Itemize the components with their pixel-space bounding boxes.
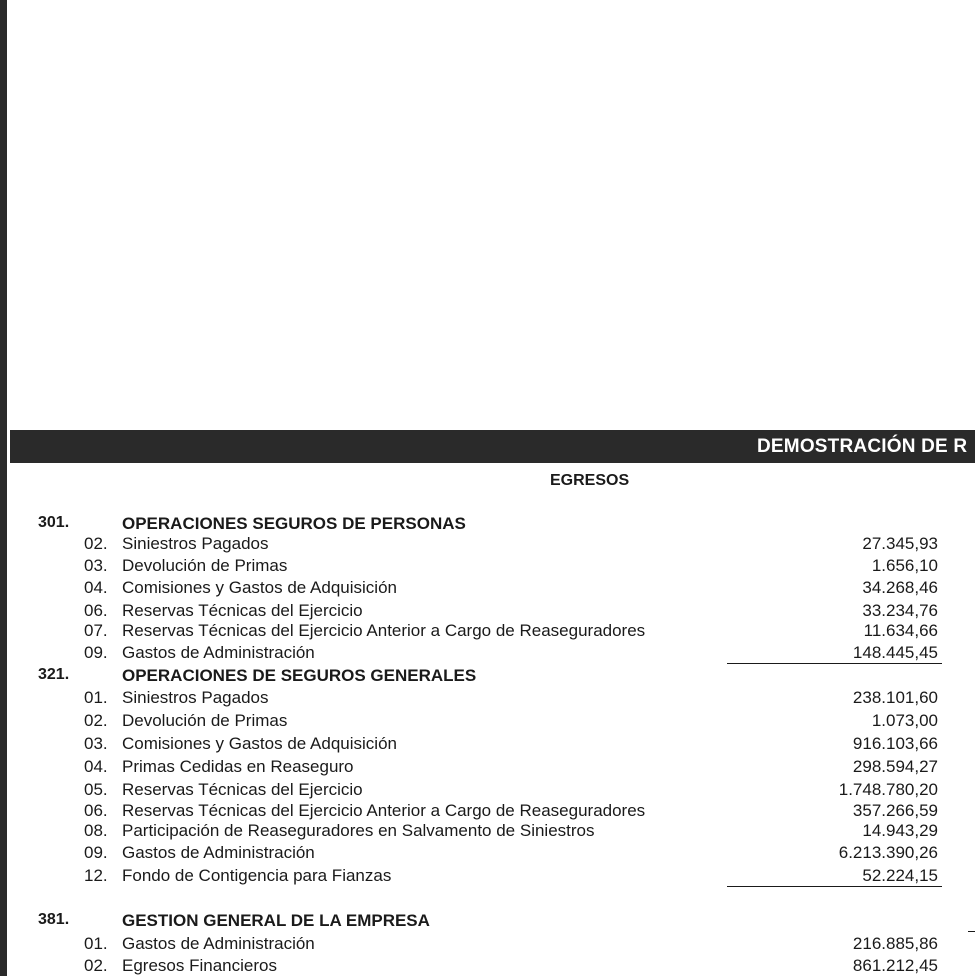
line-item-label: Reservas Técnicas del Ejercicio Anterior a Cargo de Reaseguradores [122, 801, 646, 820]
line-item-label: Comisiones y Gastos de Adquisición [122, 578, 397, 597]
line-item-label: Siniestros Pagados [122, 688, 269, 707]
line-item-amount: 34.268,46 [862, 578, 938, 597]
line-item [0, 621, 975, 643]
line-item-label: Reservas Técnicas del Ejercicio Anterior a Cargo de Reaseguradores [122, 621, 646, 640]
banner-title: DEMOSTRACIÓN DE R [757, 436, 968, 457]
line-item-label: Fondo de Contigencia para Fianzas [122, 866, 392, 885]
section-code: 381. [38, 911, 70, 928]
total-underline [727, 886, 942, 887]
line-item [0, 643, 975, 665]
line-item-label: Primas Cedidas en Reaseguro [122, 757, 354, 776]
line-item [0, 711, 975, 733]
line-item-code: 06. [84, 601, 108, 620]
line-item-amount: 14.943,29 [862, 821, 938, 840]
line-item-label: Devolución de Primas [122, 556, 288, 575]
line-item-amount: 1.656,10 [871, 556, 938, 575]
line-item-code: 03. [84, 556, 108, 575]
line-item-code: 04. [84, 578, 108, 597]
line-item-label: Gastos de Administración [122, 843, 315, 862]
line-item-amount: 148.445,45 [852, 643, 938, 662]
line-item-code: 01. [84, 688, 108, 707]
line-item-label: Siniestros Pagados [122, 534, 269, 553]
line-item-amount: 238.101,60 [852, 688, 938, 707]
column-heading-egresos: EGRESOS [550, 472, 630, 489]
line-item-amount: 216.885,86 [852, 934, 938, 953]
line-item-label: Egresos Financieros [122, 956, 277, 975]
line-item [0, 821, 975, 843]
line-item-label: Gastos de Administración [122, 934, 315, 953]
section-title: OPERACIONES SEGUROS DE PERSONAS [122, 514, 466, 533]
line-item-label: Comisiones y Gastos de Adquisición [122, 734, 397, 753]
line-item [0, 734, 975, 756]
line-item-label: Gastos de Administración [122, 643, 315, 662]
section-title: OPERACIONES DE SEGUROS GENERALES [122, 666, 477, 685]
line-item-code: 02. [84, 534, 108, 553]
line-item-code: 07. [84, 621, 108, 640]
line-item-label: Reservas Técnicas del Ejercicio [122, 601, 363, 620]
line-item [0, 934, 975, 956]
line-item-code: 09. [84, 843, 108, 862]
line-item-code: 02. [84, 956, 108, 975]
line-item-amount: 357.266,59 [852, 801, 938, 820]
line-item-code: 08. [84, 821, 108, 840]
line-item [0, 578, 975, 600]
line-item-label: Reservas Técnicas del Ejercicio [122, 780, 363, 799]
section-code: 321. [38, 666, 70, 683]
line-item-code: 02. [84, 711, 108, 730]
line-item-amount: 27.345,93 [862, 534, 938, 553]
section-title: GESTION GENERAL DE LA EMPRESA [122, 911, 430, 930]
line-item [0, 843, 975, 865]
line-item-amount: 1.073,00 [871, 711, 938, 730]
line-item-amount: 33.234,76 [862, 601, 938, 620]
line-item [0, 556, 975, 578]
line-item-amount: 52.224,15 [862, 866, 938, 885]
line-item [0, 688, 975, 710]
line-item-label: Devolución de Primas [122, 711, 288, 730]
line-item-code: 05. [84, 780, 108, 799]
line-item-code: 01. [84, 934, 108, 953]
line-item [0, 956, 975, 978]
line-item-amount: 861.212,45 [852, 956, 938, 975]
line-item-code: 09. [84, 643, 108, 662]
edge-tick-mark [968, 931, 975, 932]
statement-banner [10, 430, 975, 463]
line-item [0, 601, 975, 623]
line-item [0, 534, 975, 556]
line-item-amount: 6.213.390,26 [838, 843, 938, 862]
line-item-amount: 11.634,66 [863, 621, 938, 640]
line-item-code: 12. [84, 866, 108, 885]
line-item [0, 866, 975, 888]
total-underline [727, 663, 942, 664]
line-item-amount: 298.594,27 [852, 757, 938, 776]
line-item-label: Participación de Reaseguradores en Salvamento de Siniestros [122, 821, 595, 840]
section-code: 301. [38, 514, 70, 531]
line-item-code: 03. [84, 734, 108, 753]
line-item-amount: 916.103,66 [852, 734, 938, 753]
line-item [0, 780, 975, 802]
line-item-code: 06. [84, 801, 108, 820]
line-item-amount: 1.748.780,20 [838, 780, 938, 799]
line-item [0, 757, 975, 779]
line-item-code: 04. [84, 757, 108, 776]
line-item [0, 801, 975, 823]
